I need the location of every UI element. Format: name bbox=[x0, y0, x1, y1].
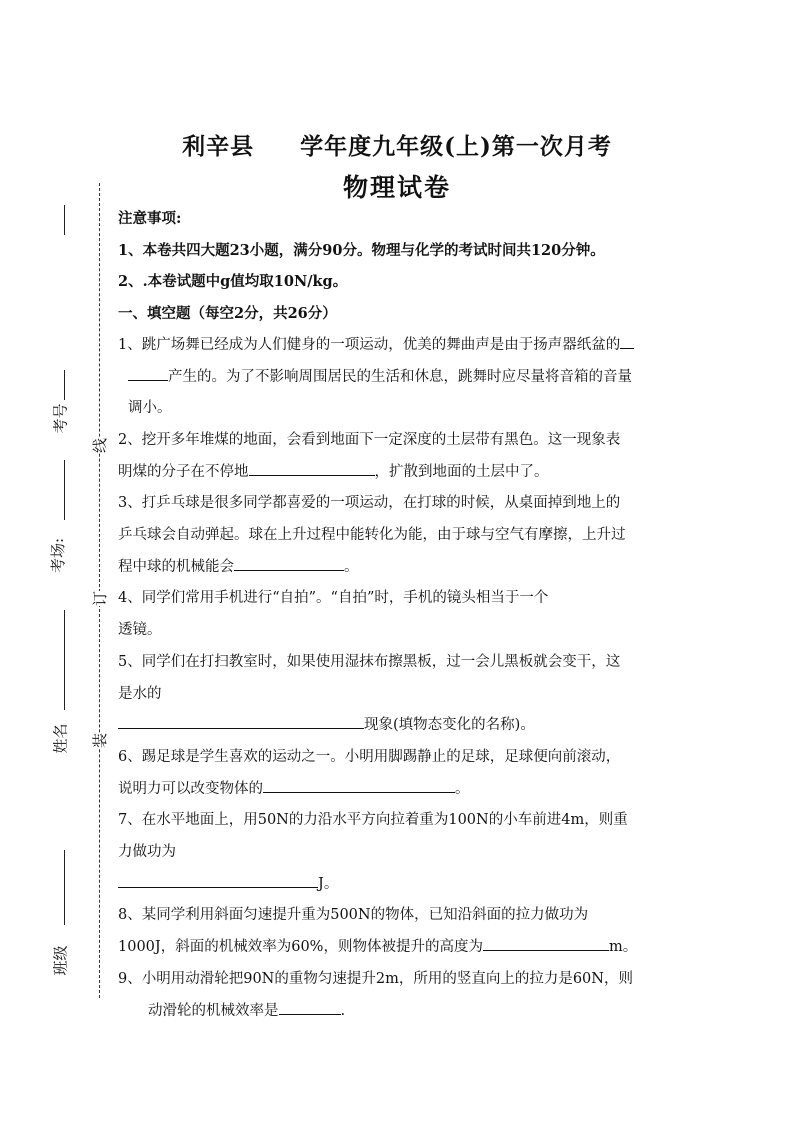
question-3-line-1: 3、打乒乓球是很多同学都喜爱的一项运动，在打球的时候，从桌面掉到地上的 bbox=[118, 495, 621, 512]
answer-blank-5[interactable] bbox=[118, 710, 364, 729]
question-5-text-end: 现象(填物态变化的名称)。 bbox=[364, 717, 535, 734]
question-1-text: 1、跳广场舞已经成为人们健身的一项运动，优美的舞曲声是由于扬声器纸盆的 bbox=[118, 336, 621, 353]
question-9-line-1: 9、小明用动滑轮把90N的重物匀速提升2m，所用的竖直向上的拉力是60N，则 bbox=[118, 970, 633, 987]
question-5-line-1: 5、同学们在打扫教室时，如果使用湿抹布擦黑板，过一会儿黑板就会变干，这 bbox=[118, 653, 621, 670]
question-3-line-3 bbox=[118, 552, 678, 584]
question-5-line-3 bbox=[118, 710, 678, 742]
section-heading: 一、填空题（每空2分，共26分） bbox=[118, 305, 337, 323]
question-3-line-2: 乒乓球会自动弹起。球在上升过程中能转化为能，由于球与空气有摩擦，上升过 bbox=[118, 527, 626, 544]
answer-blank-8[interactable] bbox=[483, 932, 609, 951]
question-4-line-2: 透镜。 bbox=[118, 622, 162, 639]
question-6-line-1: 6、踢足球是学生喜欢的运动之一。小明用脚踢静止的足球，足球便向前滚动， bbox=[118, 748, 621, 765]
answer-blank-3[interactable] bbox=[234, 552, 344, 571]
question-1-text-2: 产生的。为了不影响周围居民的生活和休息，跳舞时应尽量将音箱的音量 bbox=[168, 368, 632, 385]
exam-content bbox=[118, 203, 678, 1027]
answer-blank-7[interactable] bbox=[118, 869, 318, 888]
question-7-text-end: J。 bbox=[318, 875, 339, 892]
exam-room-label: 考场: bbox=[49, 537, 68, 574]
question-6-line-2 bbox=[118, 774, 678, 806]
class-label: 班级 bbox=[51, 945, 70, 976]
question-7-line-3 bbox=[118, 869, 678, 901]
class-underline bbox=[64, 850, 65, 925]
question-1-line-3: 调小。 bbox=[128, 400, 172, 417]
question-9-text: 动滑轮的机械效率是 bbox=[148, 1002, 279, 1019]
question-7-line-1: 7、在水平地面上，用50N的力沿水平方向拉着重为100N的小车前进4m，则重 bbox=[118, 812, 628, 829]
answer-blank-1b[interactable] bbox=[128, 362, 168, 381]
question-1-line-2 bbox=[118, 362, 678, 394]
exam-no-underline-2 bbox=[64, 370, 65, 400]
question-8-line-1: 8、某同学利用斜面匀速提升重为500N的物体，已知沿斜面的拉力做功为 bbox=[118, 907, 589, 924]
question-1-line-1 bbox=[118, 330, 678, 362]
seal-char-line: 线 bbox=[91, 437, 110, 454]
question-2-line-2 bbox=[118, 457, 678, 489]
question-7-line-2: 力做功为 bbox=[118, 844, 176, 861]
notes-item-1: 1、本卷共四大题23小题，满分90分。物理与化学的考试时间共120分钟。 bbox=[118, 241, 605, 259]
question-2-text: 明煤的分子在不停地 bbox=[118, 463, 249, 480]
question-3-text-end: 。 bbox=[344, 558, 359, 575]
answer-blank-9[interactable] bbox=[279, 996, 341, 1015]
name-underline bbox=[64, 610, 65, 710]
question-5-line-2: 是水的 bbox=[118, 685, 162, 702]
seal-char-ding: 订 bbox=[91, 590, 110, 607]
exam-no-label: 考号 bbox=[51, 403, 70, 434]
question-6-text: 说明力可以改变物体的 bbox=[118, 780, 263, 797]
county-name: 利辛县 bbox=[182, 133, 255, 160]
question-8-line-2 bbox=[118, 932, 678, 964]
exam-subtitle: 物理试卷 bbox=[342, 173, 451, 202]
question-2-line-1: 2、挖开多年堆煤的地面，会看到地面下一定深度的土层带有黑色。这一现象表 bbox=[118, 431, 621, 448]
question-9-text-end: . bbox=[340, 1002, 346, 1019]
exam-title bbox=[0, 128, 794, 161]
answer-blank-6[interactable] bbox=[263, 774, 455, 793]
question-8-text: 1000J，斜面的机械效率为60%，则物体被提升的高度为 bbox=[118, 939, 483, 956]
exam-title-text: 学年度九年级(上)第一次月考 bbox=[300, 133, 612, 160]
question-9-line-2 bbox=[118, 996, 678, 1028]
exam-no-underline bbox=[64, 205, 65, 235]
question-3-text: 程中球的机械能会 bbox=[118, 558, 234, 575]
answer-blank-2[interactable] bbox=[249, 457, 375, 476]
seal-char-zhuang: 装 bbox=[91, 732, 110, 749]
exam-room-underline bbox=[64, 460, 65, 520]
answer-blank-1[interactable] bbox=[620, 330, 634, 349]
question-2-text-end: ，扩散到地面的土层中了。 bbox=[374, 463, 549, 480]
notes-heading: 注意事项: bbox=[118, 210, 182, 227]
question-6-text-end: 。 bbox=[455, 780, 470, 797]
notes-item-2: 2、.本卷试题中g值均取10N/kg。 bbox=[118, 273, 348, 291]
question-4-line-1: 4、同学们常用手机进行“自拍”。“自拍”时，手机的镜头相当于一个 bbox=[118, 590, 549, 607]
question-8-text-end: m。 bbox=[608, 939, 638, 956]
name-label: 姓名 bbox=[51, 723, 70, 754]
